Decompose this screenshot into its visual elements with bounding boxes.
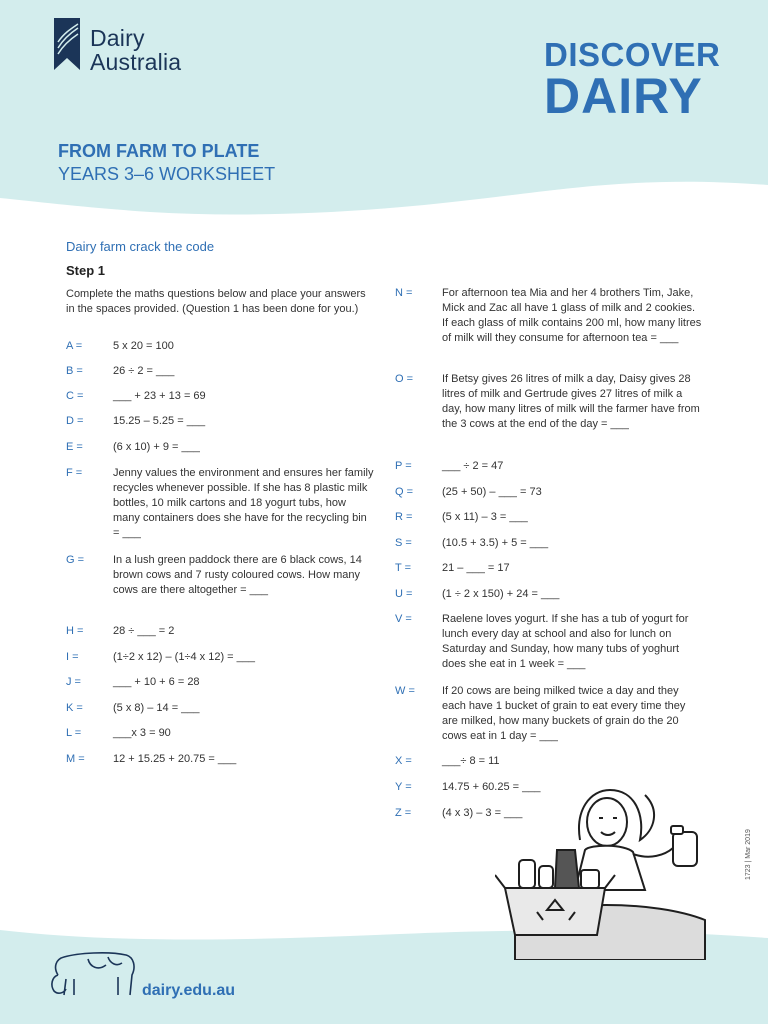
question-label: B =	[66, 365, 83, 377]
question-text: If Betsy gives 26 litres of milk a day, Daisy gives 28 litres of milk and Gertrude gives 27 litres of milk a day, how many litres of milk will the farmer have from the 3 cows at the end of the day = ___	[442, 373, 700, 430]
section-title: Dairy farm crack the code	[66, 239, 215, 254]
question-text: 26 ÷ 2 = ___	[113, 365, 175, 377]
dairy-australia-logo	[54, 18, 181, 74]
logo-line2: Australia	[90, 49, 182, 75]
question-text: (4 x 3) – 3 = ___	[442, 807, 523, 819]
question-text: For afternoon tea Mia and her 4 brothers Tim, Jake, Mick and Zac all have 1 glass of milk and 2 cookies. If each glass of milk contains 200 ml, how many litres of milk will they consume for afternoon tea = ___	[442, 287, 702, 344]
document-code: 1723 | Mar 2019	[745, 829, 752, 880]
question-text: 28 ÷ ___ = 2	[113, 625, 175, 637]
step-title: Step 1	[66, 263, 106, 278]
question-label: E =	[66, 441, 83, 453]
question-text: If 20 cows are being milked twice a day and they each have 1 bucket of grain to eat every time they are milked, how many buckets of grain do the 20 cows eat in 1 day = ___	[442, 685, 686, 742]
question-text: Raelene loves yogurt. If she has a tub of yogurt for lunch every day at school and also for lunch on Saturday and Sunday, how many tubs of yoghurt does she eat in 1 week = ___	[442, 613, 689, 670]
question-label: J =	[66, 676, 81, 688]
question-label: R =	[395, 511, 413, 523]
question-text: In a lush green paddock there are 6 black cows, 14 brown cows and 7 rusty coloured cows. How many cows are there altogether = ___	[113, 554, 362, 596]
instructions: Complete the maths questions below and place your answers in the spaces provided. (Question 1 has been done for you.)	[66, 288, 366, 315]
question-label: L =	[66, 727, 82, 739]
footer-url: dairy.edu.au	[142, 982, 236, 999]
question-text: Jenny values the environment and ensures her family recycles whenever possible. If she has 8 plastic milk bottles, 10 milk cartons and 18 yogurt tubs, how many containers does she have for the recycling bin = ___	[113, 467, 374, 539]
question-label: Y =	[395, 781, 412, 793]
question-label: W =	[395, 685, 415, 697]
question-label: F =	[66, 467, 83, 479]
question-text: ___x 3 = 90	[113, 727, 171, 739]
question-text: (5 x 11) – 3 = ___	[442, 511, 528, 523]
question-label: M =	[66, 753, 85, 765]
question-text: ___÷ 8 = 11	[442, 755, 500, 767]
question-label: N =	[395, 287, 413, 299]
question-label: P =	[395, 460, 412, 472]
logo-ribbon-icon	[54, 18, 82, 70]
question-label: X =	[395, 755, 412, 767]
worksheet-title-block	[58, 140, 275, 186]
question-label: V =	[395, 613, 412, 625]
question-text: ___ + 23 + 13 = 69	[113, 390, 206, 402]
question-label: G =	[66, 554, 85, 566]
badge-line2: DAIRY	[544, 68, 703, 124]
question-text: ___ + 10 + 6 = 28	[113, 676, 200, 688]
question-text: (10.5 + 3.5) + 5 = ___	[442, 537, 549, 549]
question-label: S =	[395, 537, 412, 549]
question-label: T =	[395, 562, 412, 574]
question-text: 12 + 15.25 + 20.75 = ___	[113, 753, 237, 765]
question-label: H =	[66, 625, 84, 637]
question-label: D =	[66, 415, 84, 427]
question-text: (1 ÷ 2 x 150) + 24 = ___	[442, 588, 560, 600]
question-text: 21 – ___ = 17	[442, 562, 510, 574]
page-subtitle: YEARS 3–6 WORKSHEET	[58, 164, 276, 184]
cow-logo-icon	[48, 945, 140, 1003]
girl-recycling-illustration	[495, 770, 720, 960]
discover-dairy-badge	[544, 36, 721, 124]
question-label: Z =	[395, 807, 412, 819]
question-text: (25 + 50) – ___ = 73	[442, 486, 542, 498]
question-text: (5 x 8) – 14 = ___	[113, 702, 200, 714]
question-text: ___ ÷ 2 = 47	[442, 460, 504, 472]
logo-line1: Dairy	[90, 25, 145, 51]
question-label: K =	[66, 702, 83, 714]
question-label: A =	[66, 340, 83, 352]
question-text: 14.75 + 60.25 = ___	[442, 781, 541, 793]
question-text: 5 x 20 = 100	[113, 340, 174, 352]
question-label: U =	[395, 588, 413, 600]
question-label: C =	[66, 390, 84, 402]
page-title: FROM FARM TO PLATE	[58, 141, 260, 161]
question-label: I =	[66, 651, 79, 663]
question-text: (1÷2 x 12) – (1÷4 x 12) = ___	[113, 651, 256, 663]
question-text: (6 x 10) + 9 = ___	[113, 441, 200, 453]
question-text: 15.25 – 5.25 = ___	[113, 415, 206, 427]
question-label: Q =	[395, 486, 414, 498]
question-label: O =	[395, 373, 414, 385]
badge-line1: DISCOVER	[544, 36, 721, 73]
